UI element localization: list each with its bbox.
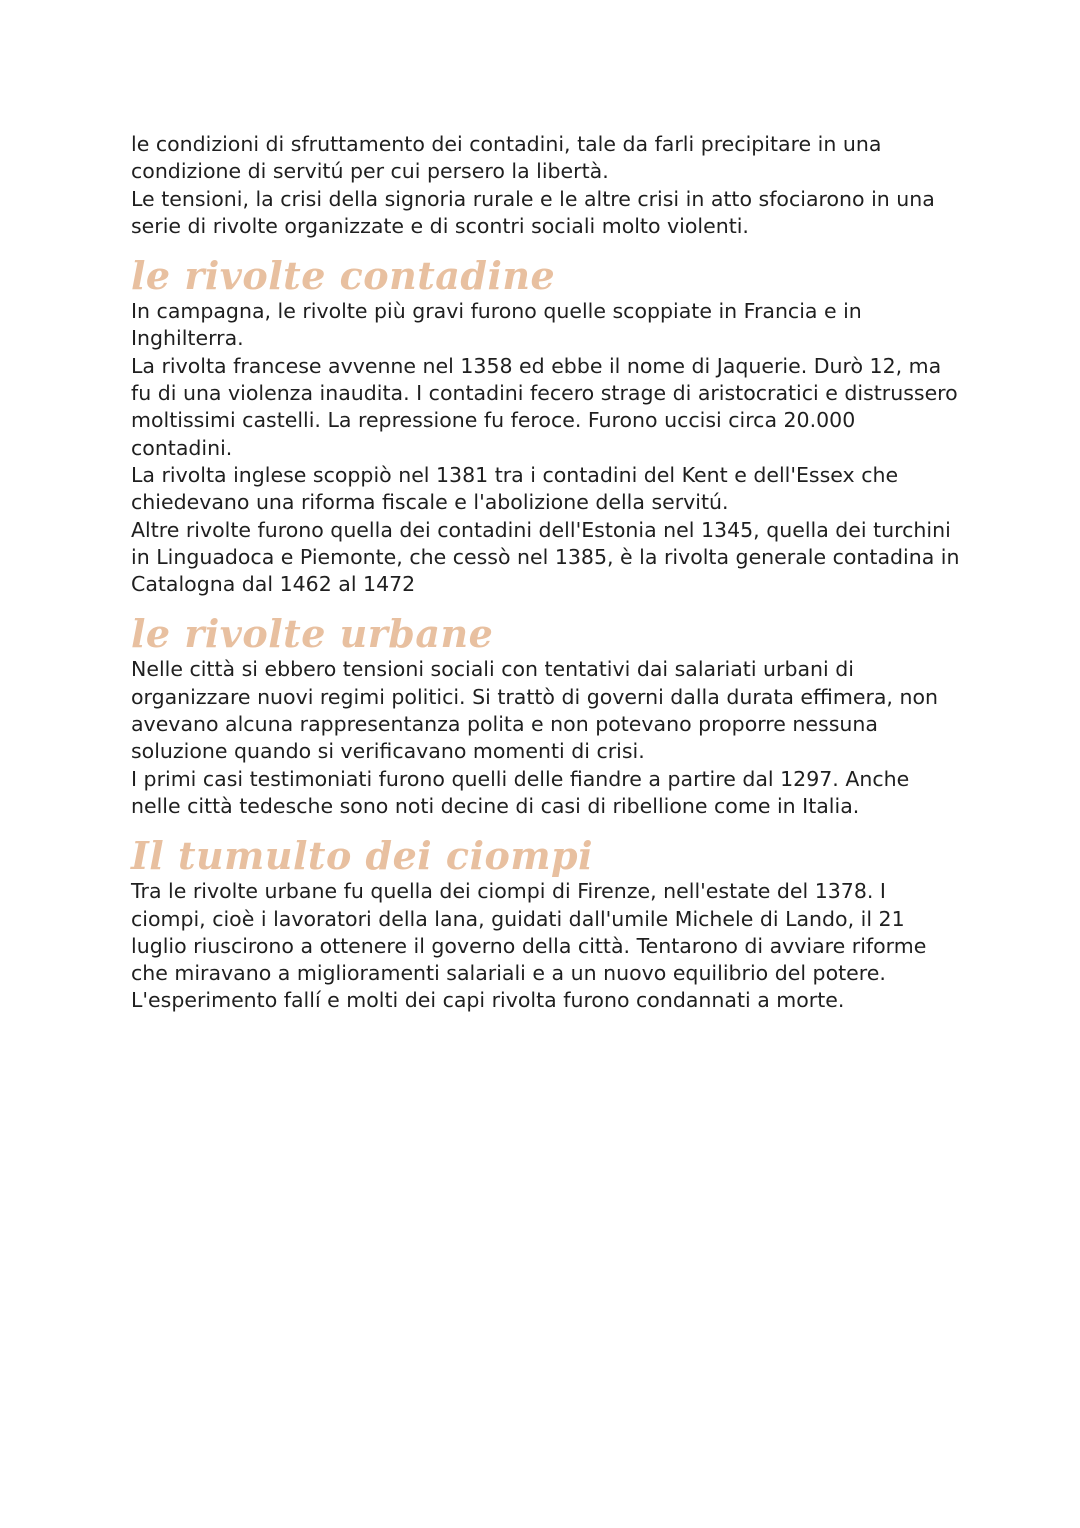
paragraph-rivolte-urbane: Nelle città si ebbero tensioni sociali con tentativi dai salariati urbani di organizzare nuovi regimi politici. Si trattò di governi dalla durata effimera, non avevano alcuna rappresentanza polita e non potevano proporre nessuna soluzione quando si verificavano momenti di crisi. I primi casi testimoniati furono quelli delle fiandre a partire dal 1297. Anche nelle città tedesche sono noti decine di casi di ribellione come in Italia. <box>131 657 938 818</box>
intro-paragraph: le condizioni di sfruttamento dei contadini, tale da farli precipitare in una condizione di servitú per cui persero la libertà. Le tensioni, la crisi della signoria rurale e le altre crisi in atto sfociarono in una serie di rivolte organizzate e di scontri sociali molto violenti. <box>131 132 935 238</box>
heading-tumulto-ciompi: Il tumulto dei ciompi <box>131 833 594 879</box>
heading-rivolte-contadine: le rivolte contadine <box>131 253 556 299</box>
paragraph-tumulto-ciompi: Tra le rivolte urbane fu quella dei ciompi di Firenze, nell'estate del 1378. I ciompi, cioè i lavoratori della lana, guidati dall'umile Michele di Lando, il 21 luglio riuscirono a ottenere il governo della città. Tentarono di avviare riforme che miravano a miglioramenti salariali e a un nuovo equilibrio del potere. L'esperimento fallí e molti dei capi rivolta furono condannati a morte. <box>131 879 927 1013</box>
heading-rivolte-urbane: le rivolte urbane <box>131 611 494 657</box>
document-page <box>131 131 961 1015</box>
paragraph-rivolte-contadine: In campagna, le rivolte più gravi furono quelle scoppiate in Francia e in Inghilterra. La rivolta francese avvenne nel 1358 ed ebbe il nome di Jaquerie. Durò 12, ma fu di una violenza inaudita. I contadini fecero strage di aristocratici e distrussero moltissimi castelli. La repressione fu feroce. Furono uccisi circa 20.000 contadini. La rivolta inglese scoppiò nel 1381 tra i contadini del Kent e dell'Essex che chiedevano una riforma fiscale e l'abolizione della servitú. Altre rivolte furono quella dei contadini dell'Estonia nel 1345, quella dei turchini in Linguadoca e Piemonte, che cessò nel 1385, è la rivolta generale contadina in Catalogna dal 1462 al 1472 <box>131 299 960 597</box>
